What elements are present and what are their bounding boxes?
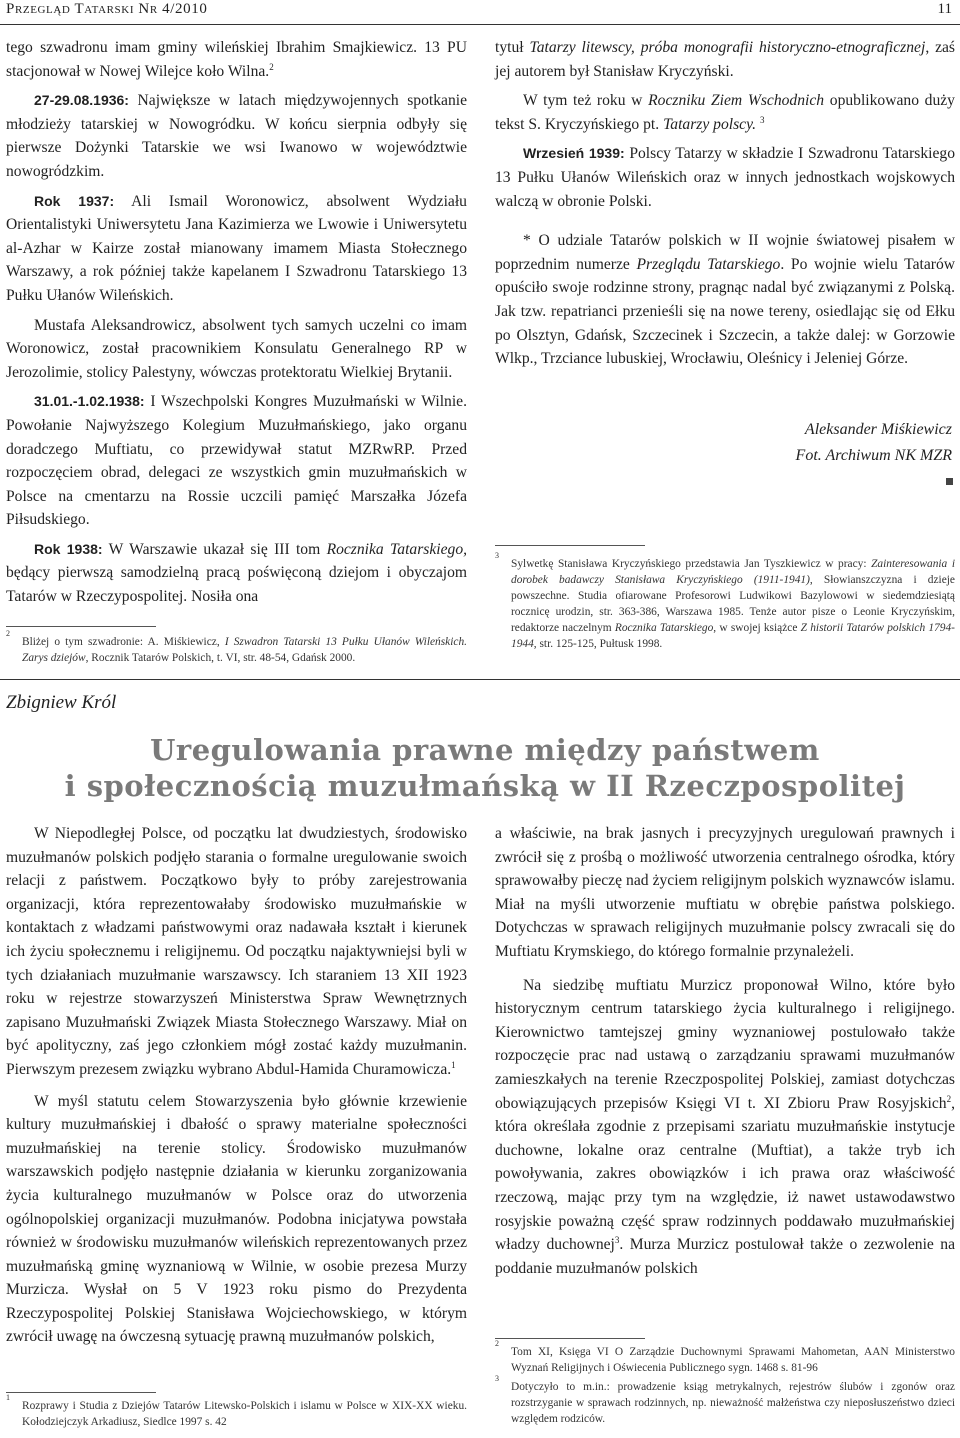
footnote-rule [6,1392,156,1393]
text: W myśl statutu celem Stowarzyszenia było głównie krzewienie kultury muzułmańskiej i dbałość o sprawy materialne społeczności muzułmańskiej na terenie stolicy. Środowisko muzułmanów warszawskich podjęło następnie działania w kierunku zorganizowania życia kulturalnego muzułmanów w Polsce oraz do utworzenia ogólnopolskiej organizacji muzułmanów. Podobna inicjatywa powstała również w środowisku muzułmanów wileńskich reprezentowanych przez muzułmańską gminę wyznaniową w Wilnie, w osobie prezesa Murzy Murzicza. Wysłał on 5 V 1923 roku pismo do Prezydenta Rzeczypospolitej Polskiej Stanisława Wojciechowskiego, w którym zwrócił uwagę na ówczesną sytuację prawną muzułmanów polskich, [6,1092,467,1346]
italic-title: Tatarzy polscy. [663,115,757,133]
text: Sylwetkę Stanisława Kryczyńskiego przedstawia Jan Tyszkiewicz w pracy: [511,558,867,570]
text: Największe w latach międzywojennych spotkanie młodzieży tatarskiej w Nowogródku. W końcu sierpnia odbyły się pierwsze Dożynki Tatarskie we wsi Iwanowo w województwie nowogródzkim. [6,92,467,180]
text: , str. 125-125, Pułtusk 1998. [533,638,663,650]
section-rule [0,679,960,680]
title-line: i społecznością muzułmańską w II Rzeczpospolitej [64,769,906,803]
text: , która określała zgodnie z przepisami szariatu muzułmańskie instytucje duchowne, lokalne oraz centralne (Muftiat), a także tryb ich powoływania, zakres obowiązków i ich prawa oraz właściwość rzeczową, mając przy tym na względzie, iż nawet ustawodawstwo rosyjskie poważną część spraw rodzinnych poddawało muzułmańskiej władzy duchownej [495,1094,955,1254]
paragraph [6,822,467,1082]
article-author: Zbigniew Król [6,692,117,713]
text: , Słowianszczyzna i dzieje powszechne. Studia ofiarowane Profesorowi Ludwikowi Bazylowowi w siedemdziesiątą rocznicę urodzin, str. 363-386, Warszawa 1985. Tenże autor pisze o Leonie Kryczyńskim, redaktorze naczelnym [511,574,955,634]
footnote: $^1$Rozprawy i Studia z Dziejów Tatarów Litewsko-Polskich i islamu w Polsce w XIX-XX wieku. Kołodziejczyk Arkadiusz, Siedlce 1997 s. 42 [6,1393,467,1428]
text: Tom XI, Księga VI O Zarządzie Duchownymi Sprawami Mahometan, AAN Ministerstwo Wyznań Religijnych i Oświecenia Publicznego sygn. 1468 s. 81-96 [511,1346,955,1374]
text: a właściwie, na brak jasnych i precyzyjnych uregulowań prawnych i zwrócił się z prośbą o możliwość utworzenia centralnego ośrodka, który sprawowałby pieczę nad życiem religijnym polskich wyznawców islamu. Miał na myśli utworzenie muftiatu w obrębie państwa polskiego. Dotychczas w sprawach religijnych muzułmanie polscy zwracali się do Muftiatu Krymskiego, do którego formalnie przynależeli. [495,825,955,960]
paragraph [6,190,467,308]
footnote-rule [495,545,645,546]
paragraph [495,89,955,136]
text: będący pierwszą samodzielną pracą poświęconą dziejom i obyczajom Tatarów w Rzeczypospolitej. Nosiła ona [6,564,467,606]
text: . Murza Murzicz postulował także o zezwolenie na poddanie muzułmanów polskich [495,1236,955,1277]
paragraph [6,390,467,532]
paragraph [495,142,955,213]
footnote: $^3$Sylwetkę Stanisława Kryczyńskiego przedstawia Jan Tyszkiewicz w pracy: Zainteresowania i dorobek badawczy Stanisława Kryczyńskiego (1911-1941), Słowianszczyzna i dzieje powszechne. Studia ofiarowane Profesorowi Ludwikowi Bazylowowi w siedemdziesiątą rocznicę urodzin, str. 363-386, Warszawa 1985. Tenże autor pisze o Leonie Kryczyńskim, redaktorze naczelnym Rocznika Tatarskiego, w swojej książce Z historii Tatarów polskich 1794-1944, str. 125-125, Pułtusk 1998. [495,551,955,650]
text: W Niepodległej Polsce, od początku lat dwudziestych, środowisko muzułmanów polskich podjęło starania o formalne uregulowanie swoich relacji z państwem. Początkowo były to próby zarejestrowania organizacji, która reprezentowałaby środowisko muzułmańskie w kontaktach z władzami państwowymi oraz nadawała kształt i kierunek ich życiu społecznemu i religijnemu. Od początku najaktywniejsi byli w tych działaniach muzułmanie warszawscy. Ich staraniem 13 XII 1923 roku w rejestrze stowarzyszeń Ministerstwa Spraw Wewnętrznych zapisano Muzułmański Związek Miasta Stołecznego Warszawy. Miał on być apolityczny, zaś jego członkiem mógł zostać każdy muzułmanin. Pierwszym prezesem związku wybrano Abdul-Hamida Churamowicza. [6,825,467,1078]
paragraph [6,1090,467,1350]
paragraph [495,36,955,83]
text: Rozprawy i Studia z Dziejów Tatarów Litewsko-Polskich i islamu w Polsce w XIX-XX wieku. Kołodziejczyk Arkadiusz, Siedlce 1997 s. 42 [22,1400,467,1428]
end-mark [946,478,953,485]
top-right-footnotes [495,551,955,655]
title-line: Uregulowania prawne między państwem [150,733,820,767]
footnote-rule [495,1338,645,1339]
text: . Po wojnie wielu Tatarów opuściło swoje rodzinne strony, pragnąc nadal być związanymi z Polską. Jak tzw. repatrianci przenieśli się na nowe tereny, osiedlając się od Ełku po Olsztyn, Gdańsk, Szczecinek i Szczecin, a także dalej: w Gorzowie Wlkp., Trzciance lubuskiej, Wrocławiu, Oleśnicy i Jeleniej Górze. [495,255,956,368]
date-label: Rok 1938: [34,540,103,557]
italic-title: Przeglądu Tatarskiego [636,255,781,273]
footnote-ref: 1 [451,1059,456,1070]
header-rule [0,24,960,25]
date-label: 31.01.-1.02.1938: [34,393,145,410]
paragraph [6,538,467,609]
footnote: $^2$Bliżej o tym szwadronie: A. Miśkiewicz, I Szwadron Tatarski 13 Pułku Ułanów Wileńskich. Zarys dziejów, Rocznik Tatarów Polskich, t. VI, str. 48-54, Gdańsk 2000. [6,629,467,664]
photo-credit: Fot. Archiwum NK MZR [795,447,952,464]
text: tego szwadronu imam gminy wileńskiej Ibrahim Smajkiewicz. 13 PU stacjonował w Nowej Wilejce koło Wilna. [6,39,467,80]
top-left-footnotes [6,629,467,669]
paragraph [495,229,955,371]
text: Mustafa Aleksandrowicz, absolwent tych samych uczelni co imam Woronowicz, został pracownikiem Konsulatu Generalnego RP w Jerozolimie, stolicy Palestyny, wówczas protektoratu Wielkiej Brytanii. [6,316,467,381]
signature: Aleksander Miśkiewicz [804,421,952,438]
text: * O udziale Tatarów polskich w II wojnie światowej pisałem w poprzednim numerze [495,232,955,273]
paragraph [6,36,467,83]
text: W Warszawie ukazał się III tom [108,540,321,558]
italic-title: Rocznika Tatarskiego [614,622,714,634]
text: tytuł [495,39,524,56]
text: , w swojej książce [713,622,798,634]
article-right-footnotes [495,1339,955,1430]
page-number: 11 [937,1,952,17]
date-label: Wrzesień 1939: [523,145,625,162]
italic-title: I Szwadron Tatarski 13 Pułku Ułanów Wileńskich. Zarys dziejów [22,636,467,664]
footnote-ref: 3 [759,114,765,125]
text: Ali Ismail Woronowicz, absolwent Wydziału Orientalistyki Uniwersytetu Jana Kazimierza we Lwowie i Uniwersytetu al-Azhar w Kairze został mianowany imamem Miasta Stołecznego Warszawy, a rok później także kapelanem I Szwadronu Tatarskiego 13 Pułku Ułanów Wileńskich. [6,192,467,304]
text: , zaś jej autorem był Stanisław Kryczyński. [495,39,955,80]
article-right-column [495,822,955,1280]
text: , Rocznik Tatarów Polskich, t. VI, str. 48-54, Gdańsk 2000. [85,652,356,664]
paragraph [6,89,467,183]
page-header [0,0,960,24]
text: Bliżej o tym szwadronie: A. Miśkiewicz, [22,636,220,648]
footnote-ref: 2 [946,1093,952,1104]
footnote-ref: 3 [614,1234,620,1245]
article-left-column [6,822,467,1349]
italic-title: Zainteresowania i dorobek badawczy Stanisława Kryczyńskiego (1911-1941) [511,558,955,586]
text: Polscy Tatarzy w składzie I Szwadronu Tatarskiego 13 Pułku Ułanów Wileńskich oraz w innych jednostkach wojskowych walczą w obronie Polski. [495,145,956,210]
footnote-rule [6,626,156,627]
top-right-column [495,36,955,371]
footnote-ref: 2 [269,61,274,72]
text: Dotyczyło to m.in.: prowadzenie ksiąg metrykalnych, rejestrów ślubów i zgonów oraz rozstrzyganie w sprawach rodzinnych, np. nieważność małżeństwa czy nieposłuszeństwo dzieci względem rodziców. [511,1381,955,1425]
text: opublikowano duży tekst S. Kryczyńskiego pt. [495,92,955,133]
footnote: $^2$Tom XI, Księga VI O Zarządzie Duchownymi Sprawami Mahometan, AAN Ministerstwo Wyznań Religijnych i Oświecenia Publicznego sygn. 1468 s. 81-96 [495,1339,955,1374]
paragraph [495,822,955,964]
footnote: $^3$Dotyczyło to m.in.: prowadzenie ksiąg metrykalnych, rejestrów ślubów i zgonów oraz rozstrzyganie w sprawach rodzinnych, np. nieważność małżeństwa czy nieposłuszeństwo dzieci względem rodziców. [495,1374,955,1425]
top-left-column [6,36,467,609]
italic-title: Rocznika Tatarskiego, [326,540,468,558]
italic-title: Z historii Tatarów polskich 1794-1944 [511,622,955,650]
article-title [40,732,930,804]
italic-title: Tatarzy litewscy, próba monografii historyczno-etnograficznej [529,39,926,56]
text: W tym też roku w [523,92,643,110]
paragraph [6,314,467,385]
date-label: 27-29.08.1936: [34,92,129,109]
text: Na siedzibę muftiatu Murzicz proponował Wilno, które było historycznym centrum tatarskiego życia kulturalnego i religijnego. Kierownictwo tamtejszej gminy wyznaniowej postulowało także rozpoczęcie prac nad ustawą o zarządzaniu sprawami muzułmanów zamieszkałych na terenie Rzeczpospolitej Polskiej, zamiast dotychczas obowiązujących przepisów Księgi VI t. XI Zbioru Praw Rosyjskich [495,976,955,1112]
text: I Wszechpolski Kongres Muzułmański w Wilnie. Powołanie Najwyższego Kolegium Muzułmańskiego, jako organu doradczego Muftiatu, co przewidywał statut MZRwRP. Przed rozpoczęciem obrad, delegaci ze wszystkich gmin muzułmańskich w Polsce na cmentarzu na Rossie uczcili pamięć Marszałka Józefa Piłsudskiego. [6,393,468,529]
date-label: Rok 1937: [34,192,115,209]
italic-title: Roczniku Ziem Wschodnich [648,92,825,110]
article-left-footnotes [6,1393,467,1433]
paragraph [495,974,955,1281]
journal-title: Przegląd Tatarski Nr 4/2010 [6,1,208,17]
